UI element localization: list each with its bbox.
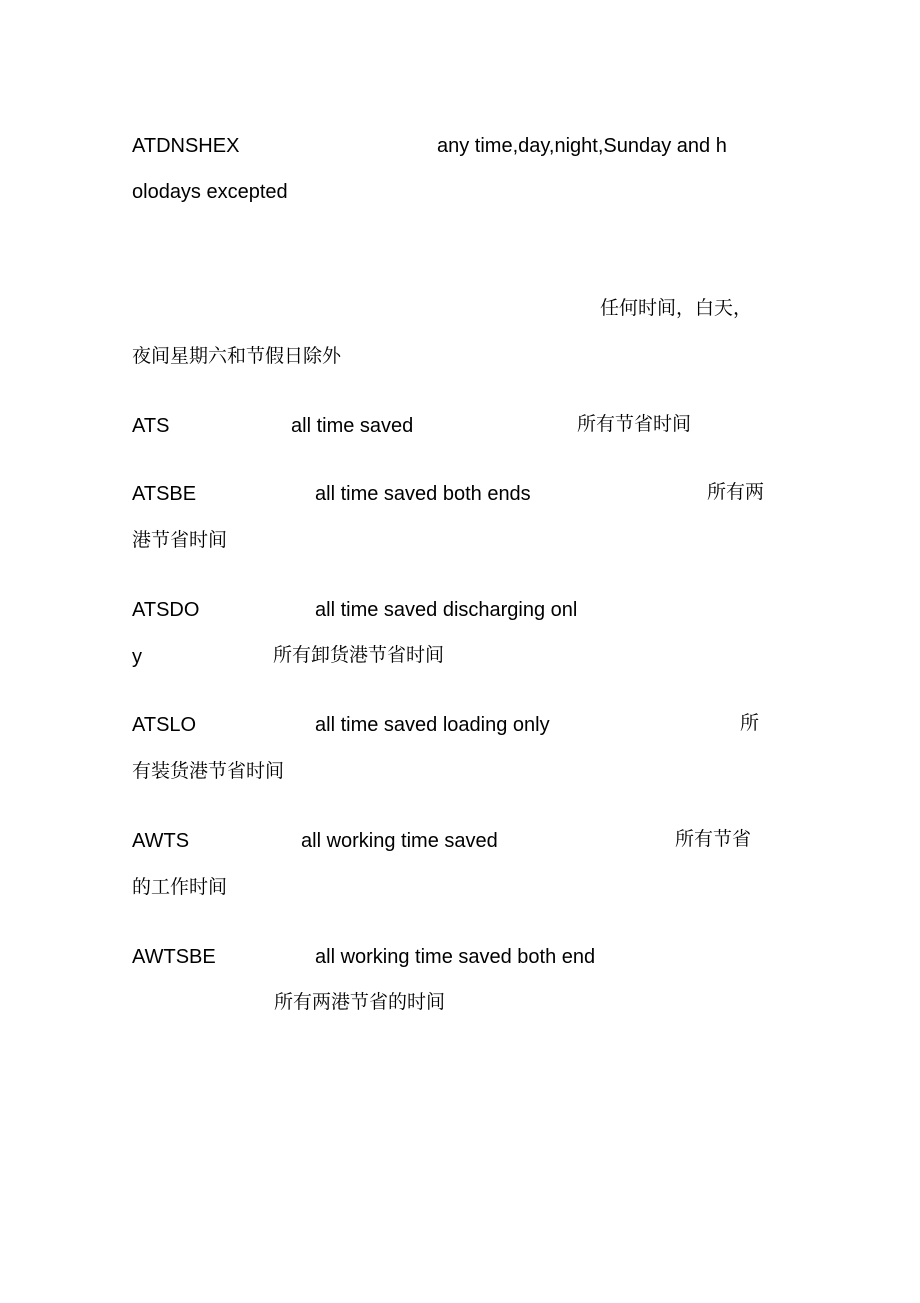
english-definition: all working time saved both end — [315, 946, 596, 968]
chinese-definition: 所有两港节省的时间 — [274, 991, 446, 1013]
chinese-definition-continued: 港节省时间 — [132, 529, 228, 551]
chinese-definition: 所有卸货港节省时间 — [273, 644, 445, 666]
chinese-definition: 所有节省时间 — [577, 413, 692, 435]
english-definition: any time,day,night,Sunday and h — [437, 135, 727, 157]
english-definition: all time saved loading only — [315, 714, 550, 736]
abbreviation: ATSDO — [132, 599, 200, 621]
abbreviation: ATS — [132, 415, 170, 437]
chinese-definition-continued: 夜间星期六和节假日除外 — [132, 345, 342, 367]
abbreviation: ATSBE — [132, 483, 197, 505]
abbreviation: AWTS — [132, 830, 190, 852]
chinese-definition-continued: 有装货港节省时间 — [132, 760, 285, 782]
chinese-definition: 任何时间，白天， — [600, 297, 753, 319]
english-definition: all time saved both ends — [315, 483, 531, 505]
abbreviation: ATSLO — [132, 714, 197, 736]
chinese-definition: 所有节省 — [675, 828, 752, 850]
chinese-definition: 所 — [740, 712, 760, 734]
abbreviation: AWTSBE — [132, 946, 216, 968]
english-definition-continued: y — [132, 646, 142, 668]
english-definition: all time saved discharging onl — [315, 599, 578, 621]
chinese-definition-continued: 的工作时间 — [132, 876, 228, 898]
abbreviation: ATDNSHEX — [132, 135, 240, 157]
english-definition: all working time saved — [301, 830, 498, 852]
english-definition-continued: olodays excepted — [132, 181, 288, 203]
chinese-definition: 所有两 — [707, 481, 765, 503]
english-definition: all time saved — [291, 415, 414, 437]
